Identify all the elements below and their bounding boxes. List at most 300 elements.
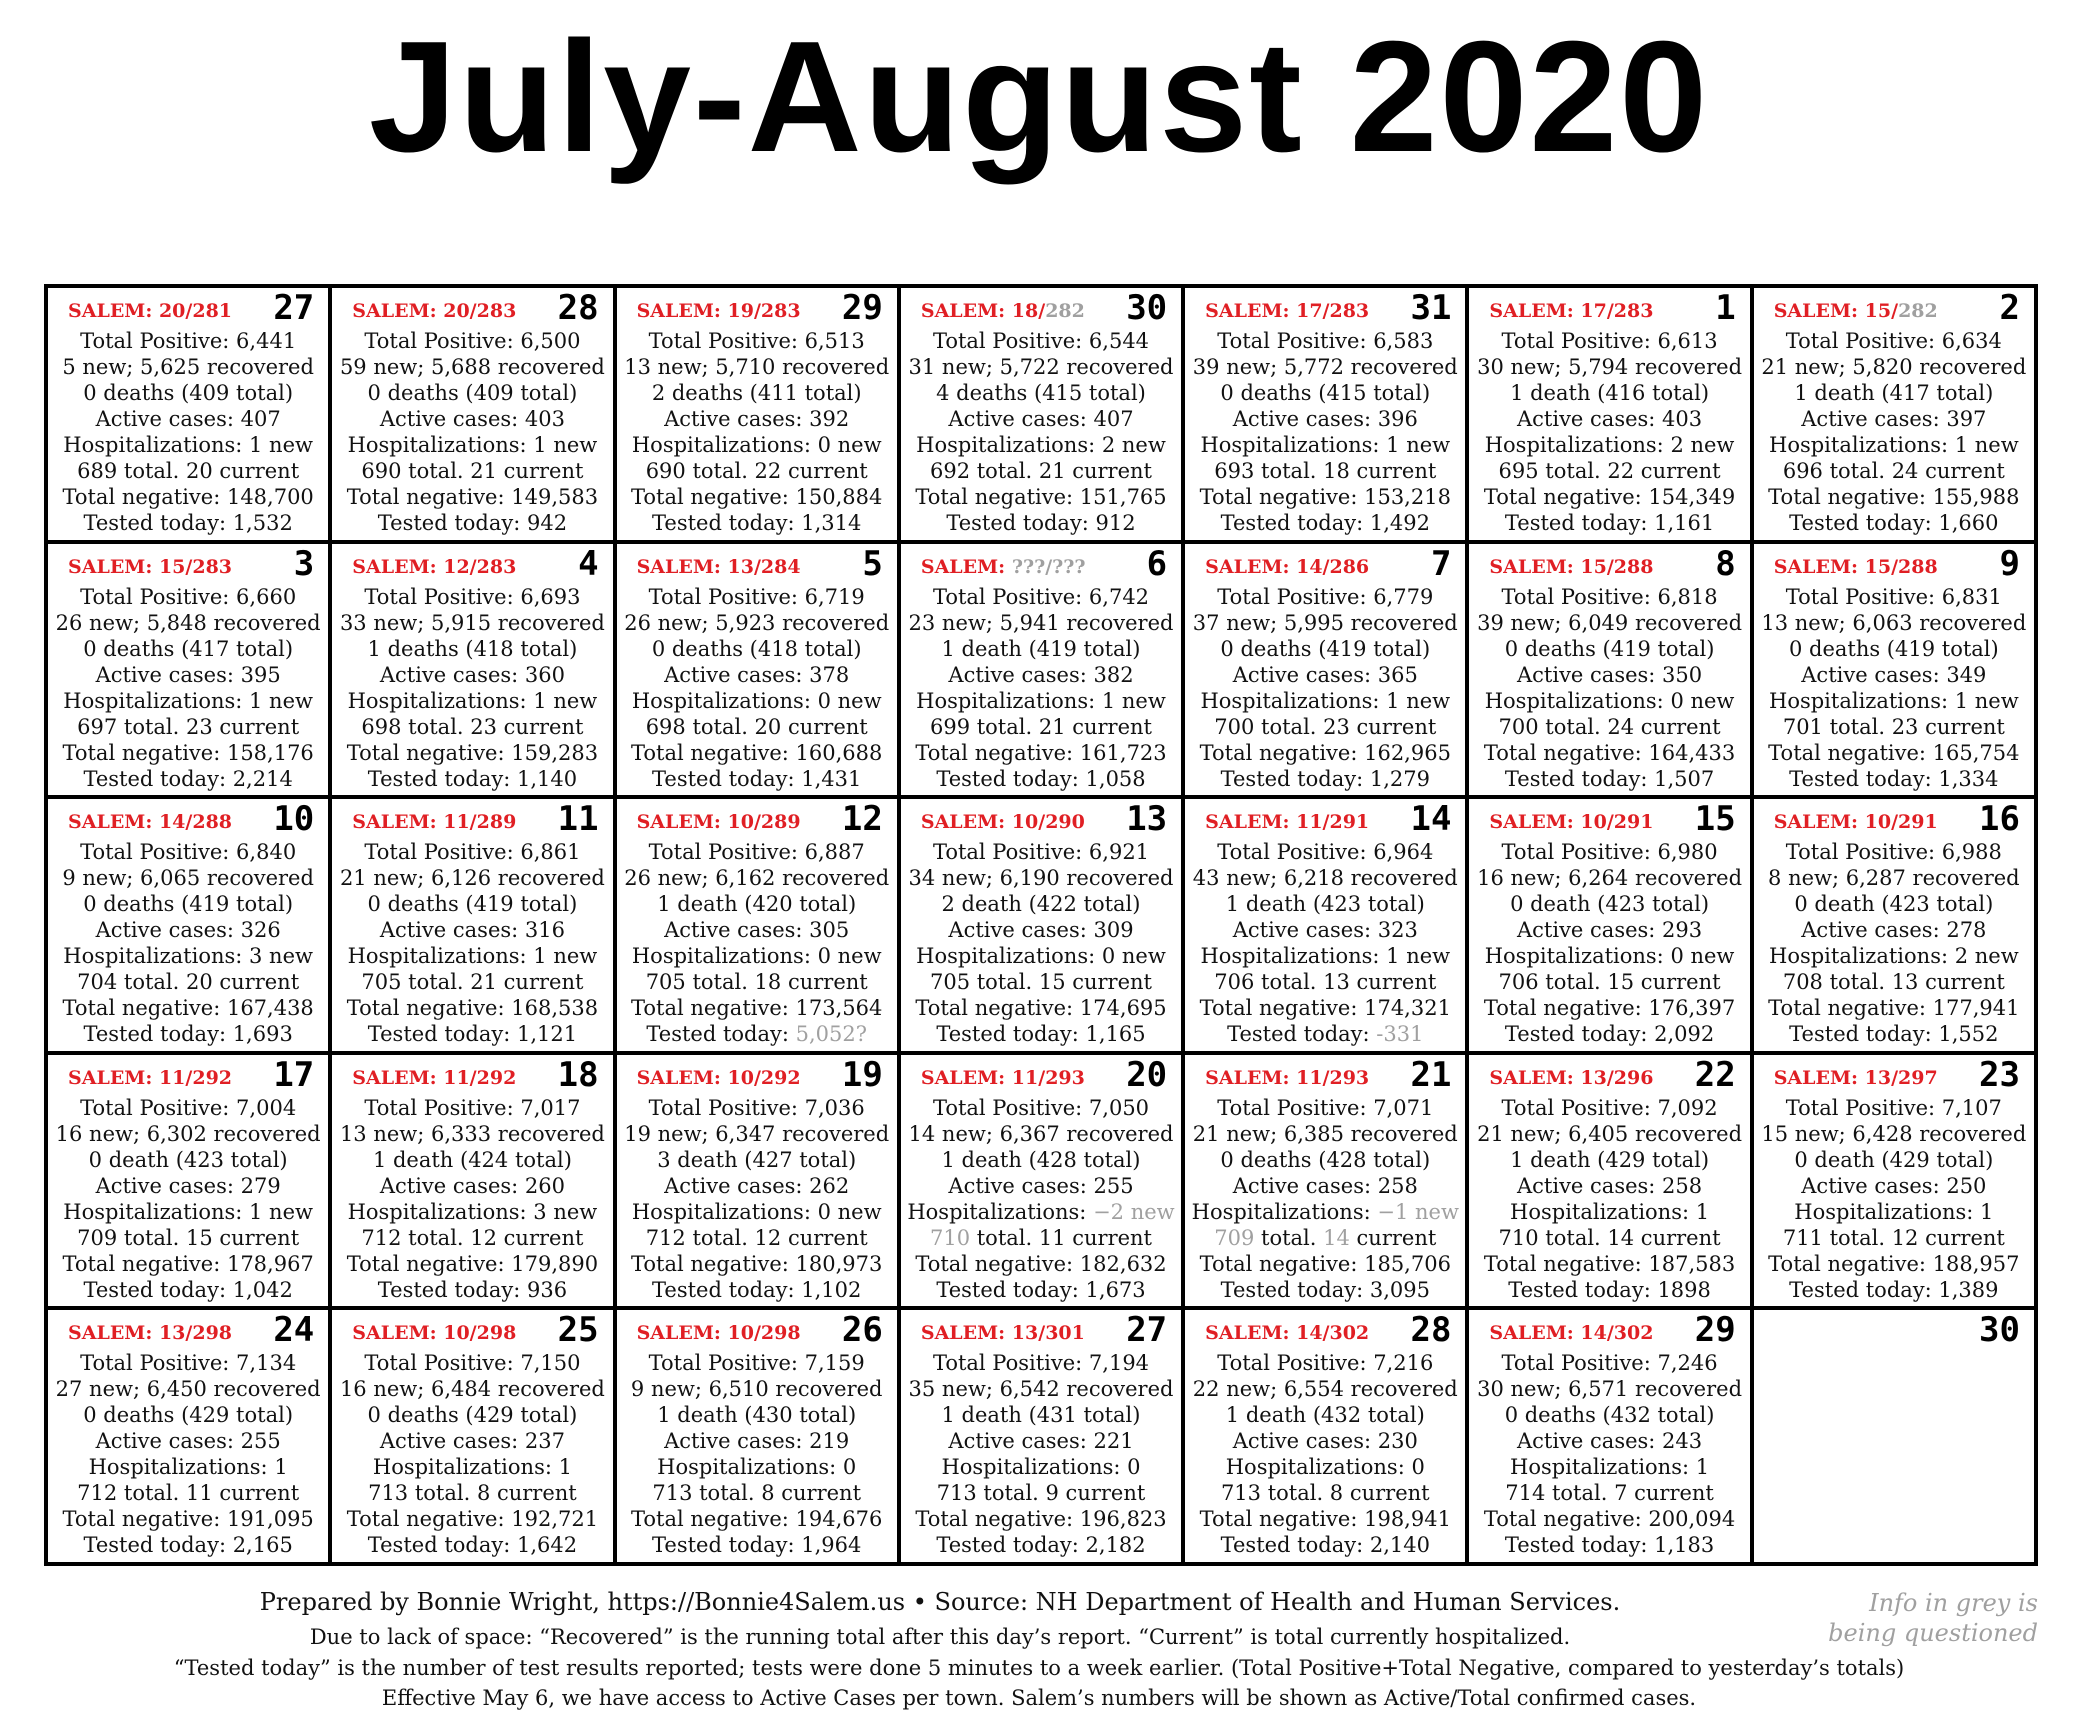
stat-line: 713 total. 8 current	[652, 1481, 862, 1506]
day-number: 27	[1126, 1310, 1168, 1351]
day-number: 4	[578, 543, 599, 584]
stat-line: 698 total. 23 current	[361, 714, 584, 739]
stat-line: 709 total. 15 current	[77, 1225, 300, 1250]
stat-line: 0 deaths (419 total)	[367, 892, 578, 917]
stat-line: Hospitalizations: 0 new	[1484, 688, 1735, 713]
stat-line: Hospitalizations: 1	[88, 1455, 288, 1480]
stat-line: 1 death (428 total)	[941, 1147, 1141, 1172]
stat-line: 696 total. 24 current	[1782, 459, 2005, 483]
stat-line: Total negative: 154,349	[1483, 485, 1736, 509]
stat-line: Tested today: 2,092	[1504, 1022, 1715, 1047]
day-number: 31	[1410, 288, 1452, 328]
stat-line: Total Positive: 7,216	[1217, 1351, 1434, 1376]
salem-cases-part: SALEM: 12/283	[352, 555, 517, 578]
day-number: 15	[1694, 799, 1736, 840]
day-number: 9	[1999, 543, 2020, 584]
stat-line: Active cases: 360	[379, 662, 565, 687]
stat-line: 0 deaths (432 total)	[1504, 1403, 1715, 1428]
stat-line: 43 new; 6,218 recovered	[1192, 866, 1458, 891]
stat-line: Tested today: 1,964	[652, 1533, 862, 1558]
day-number: 29	[1694, 1310, 1736, 1351]
stat-line: Tested today: 1,102	[652, 1277, 862, 1302]
stat-line: Total negative: 158,176	[62, 740, 314, 765]
stat-line: Total Positive: 7,134	[80, 1351, 297, 1376]
stat-line: Hospitalizations: 1 new	[916, 688, 1166, 713]
day-number: 1	[1715, 288, 1736, 328]
stat-line: 1 death (416 total)	[1510, 381, 1710, 405]
stat-line: 23 new; 5,941 recovered	[908, 610, 1174, 635]
salem-cases-part: SALEM: 10/291	[1773, 811, 1938, 834]
stat-line: 708 total. 13 current	[1782, 970, 2005, 995]
stat-line: 15 new; 6,428 recovered	[1761, 1121, 2027, 1146]
stat-line: 1 death (432 total)	[1225, 1403, 1425, 1428]
stat-line: Tested today: 1,165	[936, 1022, 1146, 1047]
salem-cases	[48, 550, 328, 584]
stat-line: 1 death (417 total)	[1794, 381, 1994, 405]
stat-line: Total negative: 167,438	[62, 996, 314, 1021]
stat-line: Active cases: 365	[1232, 662, 1418, 687]
salem-cases-part: SALEM: 10/290	[920, 811, 1085, 834]
stat-line: 690 total. 21 current	[361, 459, 584, 483]
calendar-grid	[44, 284, 2038, 1566]
salem-cases-part: SALEM:	[920, 555, 1012, 578]
stat-line: Hospitalizations: 1 new	[347, 944, 598, 969]
stat-line: Active cases: 407	[95, 407, 281, 431]
stat-line: Total negative: 192,721	[346, 1507, 599, 1532]
stat-line: 19 new; 6,347 recovered	[624, 1121, 890, 1146]
stat-line	[901, 1225, 1181, 1251]
stat-line: Hospitalizations: 1 new	[1200, 433, 1451, 457]
stat-line: 0 death (423 total)	[1794, 892, 1994, 917]
stat-line: 0 deaths (428 total)	[1220, 1147, 1431, 1172]
day-cell	[46, 286, 330, 542]
stat-line: Tested today: 1,552	[1789, 1022, 1999, 1047]
stat-line: Tested today: 1,140	[367, 766, 578, 791]
stat-line: Tested today: 1,642	[367, 1533, 578, 1558]
stat-line: 699 total. 21 current	[929, 714, 1152, 739]
stat-part: Hospitalizations:	[907, 1199, 1094, 1224]
stat-line: 33 new; 5,915 recovered	[339, 610, 605, 635]
day-number: 23	[1979, 1054, 2020, 1095]
stat-line: 706 total. 13 current	[1214, 970, 1437, 995]
salem-cases-part: SALEM: 10/292	[636, 1066, 801, 1089]
stat-line: Tested today: 3,095	[1220, 1277, 1430, 1302]
stat-line: Active cases: 403	[1516, 407, 1703, 431]
stat-line: Total negative: 174,321	[1199, 996, 1451, 1021]
stat-line: Active cases: 250	[1801, 1173, 1987, 1198]
stat-line: Hospitalizations: 2 new	[1769, 944, 2019, 969]
day-cell	[330, 1308, 614, 1564]
stat-line: Total negative: 159,283	[346, 740, 599, 765]
day-cell	[1183, 542, 1467, 798]
day-cell	[1752, 1053, 2036, 1309]
stat-line: Hospitalizations: 1 new	[63, 433, 313, 457]
salem-cases-part: SALEM: 13/297	[1773, 1066, 1938, 1089]
stat-line: Total Positive: 6,660	[80, 584, 297, 609]
stat-line: Tested today: 1,042	[83, 1277, 293, 1302]
stat-line: 21 new; 6,385 recovered	[1192, 1121, 1458, 1146]
stat-line: 27 new; 6,450 recovered	[55, 1377, 321, 1402]
stat-line: Tested today: 942	[377, 511, 568, 535]
day-cell	[1183, 1308, 1467, 1564]
day-number: 10	[273, 799, 315, 840]
stat-line: Hospitalizations: 0 new	[631, 688, 882, 713]
stat-line: 705 total. 15 current	[929, 970, 1152, 995]
day-number: 29	[841, 288, 883, 328]
stat-line: Hospitalizations: 1 new	[1200, 944, 1451, 969]
stat-line: Hospitalizations: 1	[372, 1455, 572, 1480]
stat-part: current	[1349, 1225, 1437, 1250]
stat-line: Total Positive: 6,818	[1501, 584, 1718, 609]
stat-line: Total negative: 168,538	[346, 996, 599, 1021]
stat-line: Total Positive: 6,964	[1217, 840, 1434, 865]
day-cell	[899, 286, 1183, 542]
salem-cases-part: SALEM: 13/296	[1489, 1066, 1654, 1089]
stat-line: Total Positive: 6,887	[648, 840, 865, 865]
stat-line: 16 new; 6,302 recovered	[55, 1121, 321, 1146]
stat-line: 714 total. 7 current	[1505, 1481, 1714, 1506]
stat-line: Hospitalizations: 1 new	[1769, 433, 2019, 457]
stat-part: total. 11 current	[970, 1225, 1152, 1250]
salem-cases-part: SALEM: 18/	[920, 300, 1046, 322]
stat-line: 0 deaths (409 total)	[367, 381, 578, 405]
salem-cases-part: SALEM: 11/292	[68, 1066, 233, 1089]
stat-line: 1 deaths (418 total)	[367, 636, 578, 661]
salem-cases	[332, 550, 612, 584]
stat-line: 35 new; 6,542 recovered	[908, 1377, 1174, 1402]
salem-cases	[1185, 550, 1465, 584]
stat-line: Hospitalizations: 1 new	[1200, 688, 1451, 713]
stat-line: 34 new; 6,190 recovered	[908, 866, 1174, 891]
stat-line: Hospitalizations: 0	[657, 1455, 857, 1480]
stat-line: Total negative: 151,765	[915, 485, 1167, 509]
stat-line: Active cases: 349	[1801, 662, 1987, 687]
stat-line: Total Positive: 7,194	[932, 1351, 1150, 1376]
day-number: 7	[1430, 543, 1452, 584]
day-number: 13	[1126, 799, 1168, 840]
stat-line: Total Positive: 6,634	[1785, 329, 2002, 353]
day-cell	[1752, 286, 2036, 542]
stat-line: Active cases: 230	[1232, 1429, 1418, 1454]
day-cell	[899, 542, 1183, 798]
stat-line: Total negative: 182,632	[915, 1251, 1167, 1276]
day-number: 3	[293, 543, 315, 584]
stat-line: 689 total. 20 current	[77, 459, 300, 483]
stat-line: Tested today: 1,314	[652, 511, 862, 535]
stat-line: Total negative: 187,583	[1483, 1251, 1736, 1276]
stat-line: Total Positive: 6,779	[1217, 584, 1434, 609]
day-number: 24	[273, 1310, 315, 1351]
stat-line: Total Positive: 6,693	[364, 584, 581, 609]
day-number: 30	[1979, 1310, 2020, 1351]
day-cell	[46, 542, 330, 798]
stat-line: Hospitalizations: 1 new	[1769, 688, 2019, 713]
stat-line: Total negative: 155,988	[1768, 485, 2020, 509]
footer-note-active: Effective May 6, we have access to Active Cases per town. Salem’s numbers will be shown as Active/Total confirmed cases.	[381, 1686, 1697, 1710]
salem-cases-part: SALEM: 13/298	[68, 1322, 233, 1345]
stat-line: Total negative: 164,433	[1483, 740, 1736, 765]
stat-line: Tested today: 1,492	[1220, 511, 1430, 535]
stat-line: 704 total. 20 current	[77, 970, 300, 995]
stat-line: Hospitalizations: 0	[941, 1455, 1141, 1480]
salem-cases-part: SALEM: 17/283	[1205, 300, 1370, 322]
stat-part: -331	[1376, 1022, 1424, 1047]
salem-cases-part: SALEM: 11/292	[352, 1066, 517, 1089]
day-number: 6	[1146, 543, 1168, 584]
stat-line: 26 new; 5,848 recovered	[55, 610, 321, 635]
stat-line: Tested today: 1,161	[1504, 511, 1715, 535]
stat-line: Active cases: 396	[1232, 407, 1418, 431]
stat-line: Hospitalizations: 1 new	[63, 688, 313, 713]
stat-line	[901, 1199, 1181, 1225]
stat-line: Hospitalizations: 2 new	[1484, 433, 1735, 457]
day-number: 26	[841, 1310, 883, 1351]
stat-line: Total negative: 173,564	[631, 996, 883, 1021]
stat-line: Tested today: 1,673	[936, 1277, 1146, 1302]
day-cell	[1467, 797, 1751, 1053]
stat-line: 0 death (423 total)	[88, 1147, 288, 1172]
day-number: 30	[1126, 288, 1168, 328]
stat-line: 26 new; 5,923 recovered	[624, 610, 890, 635]
stat-line: 26 new; 6,162 recovered	[624, 866, 890, 891]
day-cell	[330, 286, 614, 542]
stat-line	[1185, 1021, 1465, 1047]
day-number: 28	[1410, 1310, 1452, 1351]
stat-line: 700 total. 23 current	[1214, 714, 1437, 739]
salem-cases-part: 282	[1045, 300, 1085, 322]
day-number: 11	[557, 799, 599, 840]
stat-line: Tested today: 1,431	[652, 766, 862, 791]
stat-line: Total Positive: 7,017	[364, 1095, 581, 1120]
stat-line: 8 new; 6,287 recovered	[1768, 866, 2020, 891]
stat-part: Tested today:	[1227, 1022, 1377, 1047]
stat-line: Active cases: 403	[379, 407, 565, 431]
stat-line: 16 new; 6,264 recovered	[1477, 866, 1743, 891]
stat-line: Tested today: 1,660	[1789, 511, 1999, 535]
stat-line: Active cases: 316	[379, 918, 565, 943]
salem-cases-part: SALEM: 11/293	[920, 1066, 1085, 1089]
stat-line: 1 death (420 total)	[657, 892, 857, 917]
stat-line: 3 death (427 total)	[657, 1147, 857, 1172]
stat-line: Tested today: 2,182	[936, 1533, 1146, 1558]
stat-line: Tested today: 1,121	[367, 1022, 578, 1047]
stat-line: 0 deaths (409 total)	[83, 381, 294, 405]
stat-line: Tested today: 1898	[1508, 1277, 1711, 1302]
stat-line	[617, 1021, 897, 1047]
stat-line: Total Positive: 6,613	[1501, 329, 1718, 353]
stat-line: 30 new; 5,794 recovered	[1477, 355, 1743, 379]
stat-line: Tested today: 1,279	[1220, 766, 1430, 791]
stat-line: 14 new; 6,367 recovered	[908, 1121, 1174, 1146]
stat-line: Active cases: 255	[948, 1173, 1134, 1198]
stat-line: Total negative: 179,890	[346, 1251, 599, 1276]
stat-line: Total Positive: 7,050	[932, 1095, 1150, 1120]
footer-credit: Prepared by Bonnie Wright, https://Bonnie4Salem.us • Source: NH Department of Health and Human Services.	[259, 1588, 1621, 1616]
stat-line: Active cases: 293	[1516, 918, 1703, 943]
stat-line: Hospitalizations: 0	[1225, 1455, 1425, 1480]
salem-cases	[1469, 294, 1749, 328]
stat-part: −1 new	[1377, 1199, 1459, 1224]
stat-line: 13 new; 6,063 recovered	[1761, 610, 2027, 635]
stat-line: Total Positive: 7,246	[1501, 1351, 1718, 1376]
stat-line: Total Positive: 6,583	[1217, 329, 1434, 353]
day-cell	[330, 797, 614, 1053]
stat-line: Total Positive: 6,988	[1785, 840, 2002, 865]
day-number: 20	[1126, 1054, 1168, 1095]
stat-line: Hospitalizations: 1 new	[347, 433, 598, 457]
stat-line: Tested today: 1,183	[1504, 1533, 1715, 1558]
stat-line: Hospitalizations: 0 new	[631, 944, 882, 969]
stat-line: Tested today: 2,140	[1220, 1533, 1430, 1558]
stat-line: Hospitalizations: 3 new	[63, 944, 313, 969]
stat-line: Total Positive: 6,921	[932, 840, 1150, 865]
stat-line: 698 total. 20 current	[645, 714, 868, 739]
stat-line: 0 deaths (429 total)	[83, 1403, 294, 1428]
stat-line: 2 deaths (411 total)	[651, 381, 862, 405]
stat-line: Total Positive: 6,980	[1501, 840, 1718, 865]
salem-cases-part: SALEM: 11/293	[1205, 1066, 1370, 1089]
stat-line: Tested today: 1,532	[83, 511, 293, 535]
stat-line: 712 total. 11 current	[77, 1481, 300, 1506]
stat-line: 1 death (419 total)	[941, 636, 1141, 661]
day-cell	[46, 1053, 330, 1309]
stat-line: 1 death (431 total)	[941, 1403, 1141, 1428]
salem-cases-part: SALEM: 10/298	[636, 1322, 801, 1345]
salem-cases-part: SALEM: 20/283	[352, 300, 517, 322]
stat-line: Total negative: 162,965	[1199, 740, 1451, 765]
stat-line: Total negative: 160,688	[631, 740, 883, 765]
salem-cases-part: SALEM: 14/288	[68, 811, 233, 834]
stat-line: Hospitalizations: 1 new	[347, 688, 598, 713]
stat-line: Tested today: 2,214	[83, 766, 293, 791]
stat-line: Total negative: 165,754	[1768, 740, 2020, 765]
stat-line: Active cases: 243	[1516, 1429, 1703, 1454]
stat-line: 1 death (424 total)	[372, 1147, 572, 1172]
stat-line: Total Positive: 6,441	[80, 329, 297, 353]
stat-line: 710 total. 14 current	[1498, 1225, 1721, 1250]
stat-line: 1 death (430 total)	[657, 1403, 857, 1428]
stat-line: 705 total. 21 current	[361, 970, 584, 995]
salem-cases-part: SALEM: 11/289	[352, 811, 517, 834]
stat-line: 690 total. 22 current	[645, 459, 868, 483]
stat-line: Total Positive: 6,831	[1785, 584, 2002, 609]
stat-line: 1 death (423 total)	[1225, 892, 1425, 917]
stat-line: Active cases: 258	[1516, 1173, 1703, 1198]
stat-line: Total Positive: 7,071	[1217, 1095, 1434, 1120]
salem-cases-part: SALEM: 10/298	[352, 1322, 517, 1345]
stat-part: 709	[1214, 1225, 1255, 1250]
day-cell	[615, 797, 899, 1053]
salem-cases-part: SALEM: 13/301	[920, 1322, 1085, 1345]
salem-cases	[617, 550, 897, 584]
stat-line: Active cases: 258	[1232, 1173, 1418, 1198]
stat-line: Total negative: 191,095	[62, 1507, 314, 1532]
stat-line: Hospitalizations: 2 new	[916, 433, 1166, 457]
stat-line: Active cases: 350	[1516, 662, 1703, 687]
grey-info-note-line: Info in grey is	[1869, 1589, 2038, 1617]
day-cell	[1183, 1053, 1467, 1309]
stat-line: Total Positive: 6,719	[648, 584, 865, 609]
stat-line: Total negative: 148,700	[62, 485, 314, 509]
stat-line: 701 total. 23 current	[1782, 714, 2005, 739]
stat-line: Active cases: 397	[1801, 407, 1987, 431]
stat-line: 0 deaths (418 total)	[651, 636, 862, 661]
stat-part: 5,052?	[795, 1022, 868, 1047]
stat-part: −2 new	[1093, 1199, 1175, 1224]
salem-cases-part: 282	[1898, 300, 1938, 322]
salem-cases-part: SALEM: 14/286	[1205, 555, 1370, 578]
grey-info-note	[1778, 1588, 2038, 1648]
stat-line: Total Positive: 6,544	[932, 329, 1150, 353]
day-cell	[615, 542, 899, 798]
stat-line: 693 total. 18 current	[1214, 459, 1437, 483]
salem-cases-part: SALEM: 15/288	[1773, 555, 1938, 578]
stat-line: Total Positive: 6,742	[932, 584, 1150, 609]
salem-cases-part: SALEM: 15/288	[1489, 555, 1654, 578]
stat-line: 0 death (429 total)	[1794, 1147, 1994, 1172]
stat-line: Total negative: 153,218	[1199, 485, 1451, 509]
day-number: 25	[557, 1310, 599, 1351]
stat-line: 4 deaths (415 total)	[936, 381, 1146, 405]
salem-cases-part: SALEM: 10/291	[1489, 811, 1654, 834]
day-cell	[615, 1053, 899, 1309]
day-cell	[899, 797, 1183, 1053]
stat-line: Total negative: 194,676	[631, 1507, 883, 1532]
day-cell	[1183, 286, 1467, 542]
day-cell	[1752, 797, 2036, 1053]
footer-note-space: Due to lack of space: “Recovered” is the running total after this day’s report. “Current” is total currently hospitalized.	[309, 1625, 1571, 1649]
day-number: 8	[1715, 543, 1736, 584]
stat-line: Total Positive: 7,107	[1785, 1095, 2002, 1120]
stat-line: 0 deaths (417 total)	[83, 636, 294, 661]
stat-line: Total Positive: 7,159	[648, 1351, 865, 1376]
stat-line: Tested today: 1,058	[936, 766, 1146, 791]
day-cell	[615, 1308, 899, 1564]
stat-line: Active cases: 382	[948, 662, 1134, 687]
stat-line: Hospitalizations: 1	[1510, 1455, 1710, 1480]
stat-line: Hospitalizations: 0 new	[631, 1199, 882, 1224]
stat-line: 39 new; 6,049 recovered	[1477, 610, 1743, 635]
stat-line: 712 total. 12 current	[361, 1225, 584, 1250]
day-number: 5	[862, 543, 883, 584]
stat-line: 0 deaths (419 total)	[1788, 636, 1999, 661]
salem-cases-part: SALEM: 19/283	[636, 300, 801, 322]
day-cell	[1467, 1053, 1751, 1309]
stat-line: 13 new; 5,710 recovered	[624, 355, 890, 379]
stat-line: 37 new; 5,995 recovered	[1192, 610, 1458, 635]
stat-line: Active cases: 279	[95, 1173, 281, 1198]
stat-line: Hospitalizations: 0 new	[631, 433, 882, 457]
stat-line: Hospitalizations: 1	[1510, 1199, 1710, 1224]
stat-line: 713 total. 9 current	[936, 1481, 1146, 1506]
grey-info-note-line: being questioned	[1828, 1619, 2038, 1647]
stat-line: 22 new; 6,554 recovered	[1192, 1377, 1458, 1402]
stat-line: Total negative: 161,723	[915, 740, 1167, 765]
stat-line: Active cases: 219	[664, 1429, 850, 1454]
stat-line: Tested today: 1,389	[1789, 1277, 1999, 1302]
stat-line: Hospitalizations: 1 new	[63, 1199, 313, 1224]
salem-cases-part: SALEM: 15/283	[68, 555, 233, 578]
salem-cases	[1754, 294, 2034, 328]
salem-cases-part: SALEM: 14/302	[1489, 1322, 1654, 1345]
salem-cases-part: ???/???	[1011, 555, 1086, 578]
stat-line: Total negative: 200,094	[1483, 1507, 1736, 1532]
salem-cases	[1754, 550, 2034, 584]
stat-line	[1185, 1225, 1465, 1251]
stat-line: Tested today: 912	[946, 511, 1136, 535]
stat-part: Hospitalizations:	[1191, 1199, 1378, 1224]
day-cell	[1467, 286, 1751, 542]
